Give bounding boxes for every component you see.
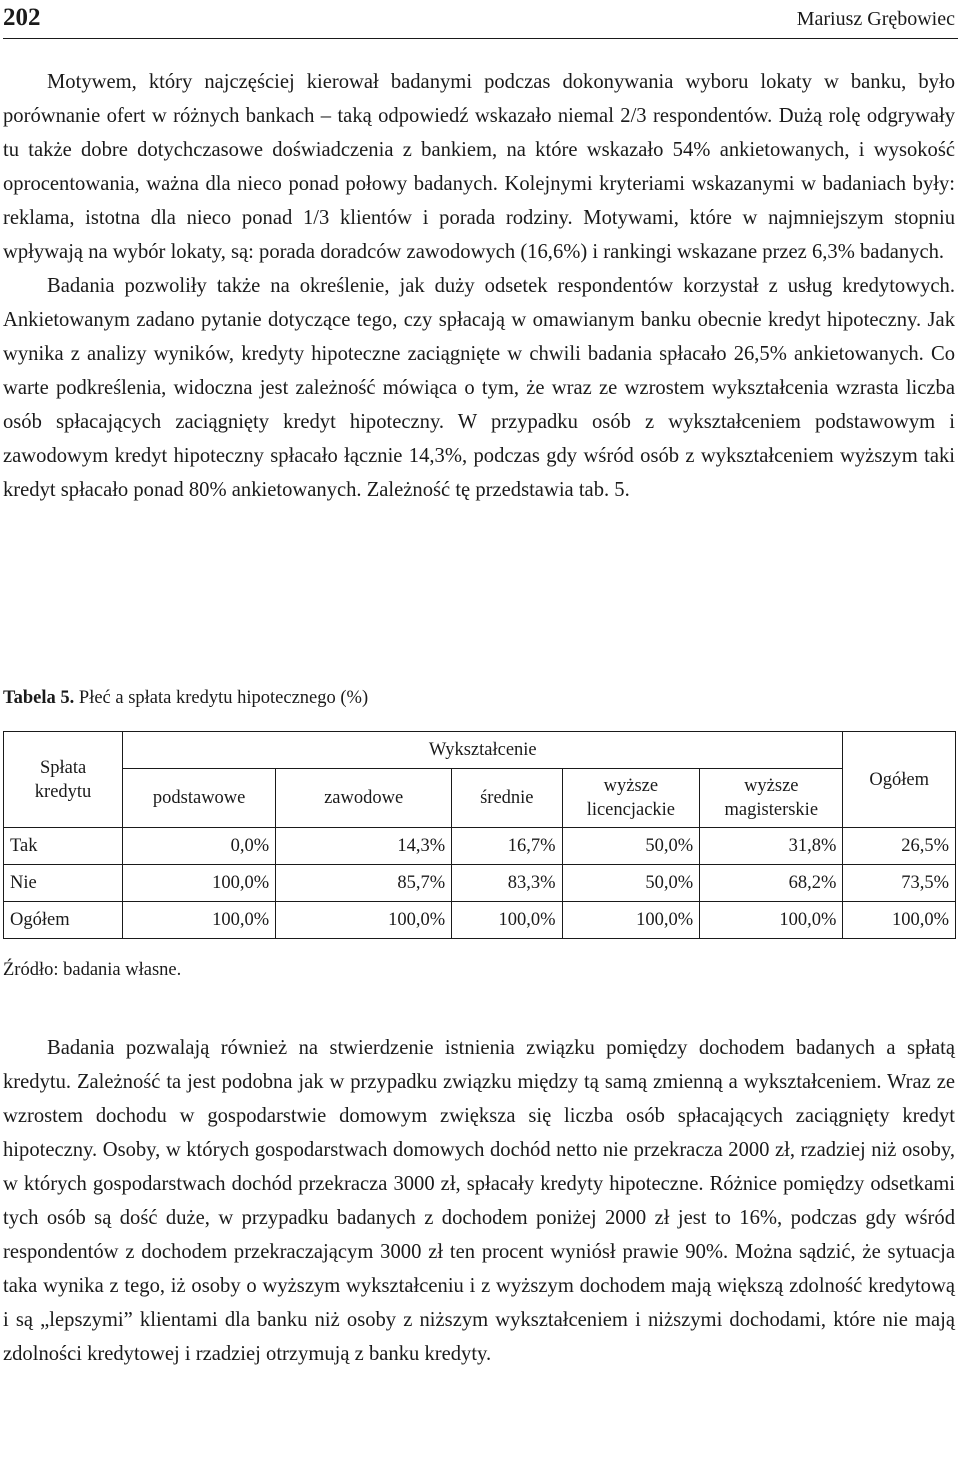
table-cell: 68,2% — [700, 865, 843, 902]
table-cell: 100,0% — [276, 902, 452, 939]
table-subheader-row — [4, 769, 956, 828]
row-label: Tak — [4, 828, 123, 865]
table-cell: 100,0% — [700, 902, 843, 939]
paragraph: Motywem, który najczęściej kierował badanymi podczas dokonywania wyboru lokaty w banku, było porównanie ofert w różnych bankach – taką odpowiedź wskazało niemal 2/3 respondentów. Dużą rolę odgrywały tu także dobre dotychczasowe doświadczenia z bankiem, na które wskazało 54% ankietowanych, i wysokość oprocentowania, ważna dla nieco ponad połowy badanych. Kolejnymi kryteriami wskazanymi w badaniach były: reklama, istotna dla nieco ponad 1/3 klientów i porada rodziny. Motywami, które w najmniejszym stopniu wpływają na wybór lokaty, są: porada doradców zawodowych (16,6%) i rankingi wskazane przez 6,3% badanych. — [3, 71, 955, 263]
table-cell: 50,0% — [562, 828, 700, 865]
group-header-cell: Wykształcenie — [123, 732, 843, 769]
row-label: Nie — [4, 865, 123, 902]
table-cell: 100,0% — [452, 902, 562, 939]
running-author: Mariusz Grębowiec — [796, 8, 955, 30]
row-label: Ogółem — [4, 902, 123, 939]
column-header: wyższe licencjackie — [562, 769, 700, 828]
table-cell: 14,3% — [276, 828, 452, 865]
table-caption — [3, 684, 368, 712]
row-header-cell: Spłata kredytu — [4, 732, 123, 828]
table-cell: 16,7% — [452, 828, 562, 865]
page-number: 202 — [3, 4, 41, 31]
table-cell: 85,7% — [276, 865, 452, 902]
header-rule — [3, 38, 958, 39]
column-header: podstawowe — [123, 769, 276, 828]
table-row — [4, 828, 956, 865]
table-header-row — [4, 732, 956, 769]
table-source-note: Źródło: badania własne. — [3, 960, 182, 980]
data-table — [3, 731, 956, 939]
table-cell: 26,5% — [843, 828, 956, 865]
table-cell: 100,0% — [562, 902, 700, 939]
column-header: zawodowe — [276, 769, 452, 828]
table-cell: 100,0% — [843, 902, 956, 939]
paragraph: Badania pozwoliły także na określenie, jak duży odsetek respondentów korzystał z usług kredytowych. Ankietowanym zadano pytanie dotyczące tego, czy spłacają w omawianym banku obecnie kredyt hipoteczny. Jak wynika z analizy wyników, kredyty hipoteczne zaciągnięte w chwili badania spłacało 26,5% ankietowanych. Co warte podkreślenia, widoczna jest zależność mówiąca o tym, że wraz ze wzrostem wykształcenia wzrasta liczba osób spłacających zaciągnięty kredyt hipoteczny. W przypadku osób z wykształceniem podstawowym i zawodowym kredyt hipoteczny spłacało łącznie 14,3%, podczas gdy wśród osób z wykształceniem wyższym taki kredyt spłacało ponad 80% ankietowanych. Zależność tę przedstawia tab. 5. — [3, 275, 955, 501]
body-text-bottom — [3, 1031, 955, 1371]
table-cell: 31,8% — [700, 828, 843, 865]
running-head — [3, 2, 955, 36]
table-cell: 100,0% — [123, 865, 276, 902]
column-header: wyższe magisterskie — [700, 769, 843, 828]
column-header: średnie — [452, 769, 562, 828]
paragraph: Badania pozwalają również na stwierdzenie istnienia związku pomiędzy dochodem badanych a spłatą kredytu. Zależność ta jest podobna jak w przypadku związku między tą samą zmienną a wykształceniem. Wraz ze wzrostem dochodu w gospodarstwie domowym zwiększa się liczba osób spłacających zaciągnięty kredyt hipoteczny. Osoby, w których gospodarstwach domowych dochód netto nie przekracza 2000 zł, rzadziej niż osoby, w których gospodarstwach dochód przekracza 3000 zł, spłacały kredyty hipoteczne. Różnice pomiędzy odsetkami tych osób są dość duże, w przypadku badanych z dochodem poniżej 2000 zł jest to 16%, podczas gdy wśród respondentów z dochodem przekraczającym 3000 zł ten procent wyniósł prawie 90%. Można sądzić, że sytuacja taka wynika z tego, iż osoby o wyższym wykształceniu i z wyższym dochodem mają większą zdolność kredytową i są „lepszymi” klientami dla banku niż osoby z niższym wykształceniem i niższymi dochodami, które nie mają zdolności kredytowej i rzadziej otrzymują z banku kredyty. — [3, 1037, 955, 1365]
table-cell: 50,0% — [562, 865, 700, 902]
table-cell: 83,3% — [452, 865, 562, 902]
table-cell: 0,0% — [123, 828, 276, 865]
table-row — [4, 865, 956, 902]
table-row — [4, 902, 956, 939]
table-cell: 73,5% — [843, 865, 956, 902]
table-cell: 100,0% — [123, 902, 276, 939]
table-caption-label: Tabela 5. — [3, 688, 75, 708]
body-text-top — [3, 65, 955, 507]
total-header-cell: Ogółem — [843, 732, 956, 828]
table-caption-text: Płeć a spłata kredytu hipotecznego (%) — [78, 688, 369, 708]
